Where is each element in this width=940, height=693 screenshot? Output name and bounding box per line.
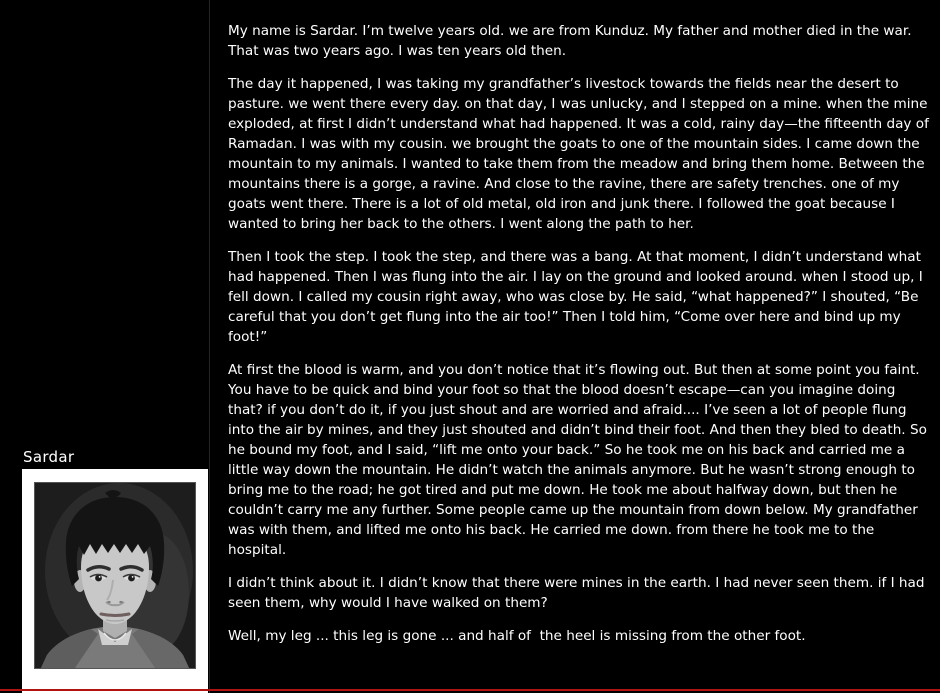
story-paragraph: I didn’t think about it. I didn’t know that there were mines in the earth. I had never seen them. if I had seen them, why would I have walked on them? bbox=[228, 575, 929, 611]
story-paragraph: The day it happened, I was taking my grandfather’s livestock towards the fields near the desert to pasture. we went there every day. on that day, I was unlucky, and I stepped on a mine. when the mine exploded, at first I didn’t understand what had happened. It was a cold, rainy day—the fifteenth day of Ramadan. I was with my cousin. we brought the goats to one of the mountain sides. I came down the mountain to my animals. I wanted to take them from the meadow and bring them home. Between the mountains there is a gorge, a ravine. And close to the ravine, there are safety trenches. one of my goats went there. There is a lot of old metal, old iron and junk there. I followed the goat because I wanted to bring her back to the others. I went along the path to her. bbox=[228, 76, 934, 232]
story-text bbox=[228, 21, 934, 659]
subject-name-label: Sardar bbox=[23, 448, 75, 466]
story-paragraph: Well, my leg ... this leg is gone ... and half of the heel is missing from the other foot. bbox=[228, 628, 806, 644]
portrait-photo-frame bbox=[22, 469, 208, 693]
story-paragraph: Then I took the step. I took the step, and there was a bang. At that moment, I didn’t understand what had happened. Then I was flung into the air. I lay on the ground and looked around. when I stood up, I fell down. I called my cousin right away, who was close by. He said, “what happened?” I shouted, “Be careful that you don’t get flung into the air too!” Then I told him, “Come over here and bind up my foot!” bbox=[228, 249, 928, 345]
sidebar bbox=[0, 0, 210, 693]
boy-portrait-illustration bbox=[35, 483, 195, 668]
story-paragraph: At first the blood is warm, and you don’t notice that it’s flowing out. But then at some point you faint. You have to be quick and bind your foot so that the blood doesn’t escape—can you imagine doing that? if you don’t do it, if you just shout and are worried and afraid.... I’ve seen a lot of people flung into the air by mines, and they just shouted and didn’t bind their foot. And then they bled to death. So he bound my foot, and I said, “lift me onto your back.” So he took me on his back and carried me a little way down the mountain. He didn’t watch the animals anymore. But he wasn’t strong enough to bring me to the road; he got tired and put me down. He took me about halfway down, but then he couldn’t carry me any further. Some people came up the mountain from down below. My grandfather was with them, and lifted me onto his back. He carried me down. from there he took me to the hospital. bbox=[228, 362, 932, 558]
portrait-photo bbox=[34, 482, 196, 669]
story-paragraph: My name is Sardar. I’m twelve years old. we are from Kunduz. My father and mother died in the war. That was two years ago. I was ten years old then. bbox=[228, 23, 916, 59]
bottom-red-rule bbox=[0, 689, 940, 691]
